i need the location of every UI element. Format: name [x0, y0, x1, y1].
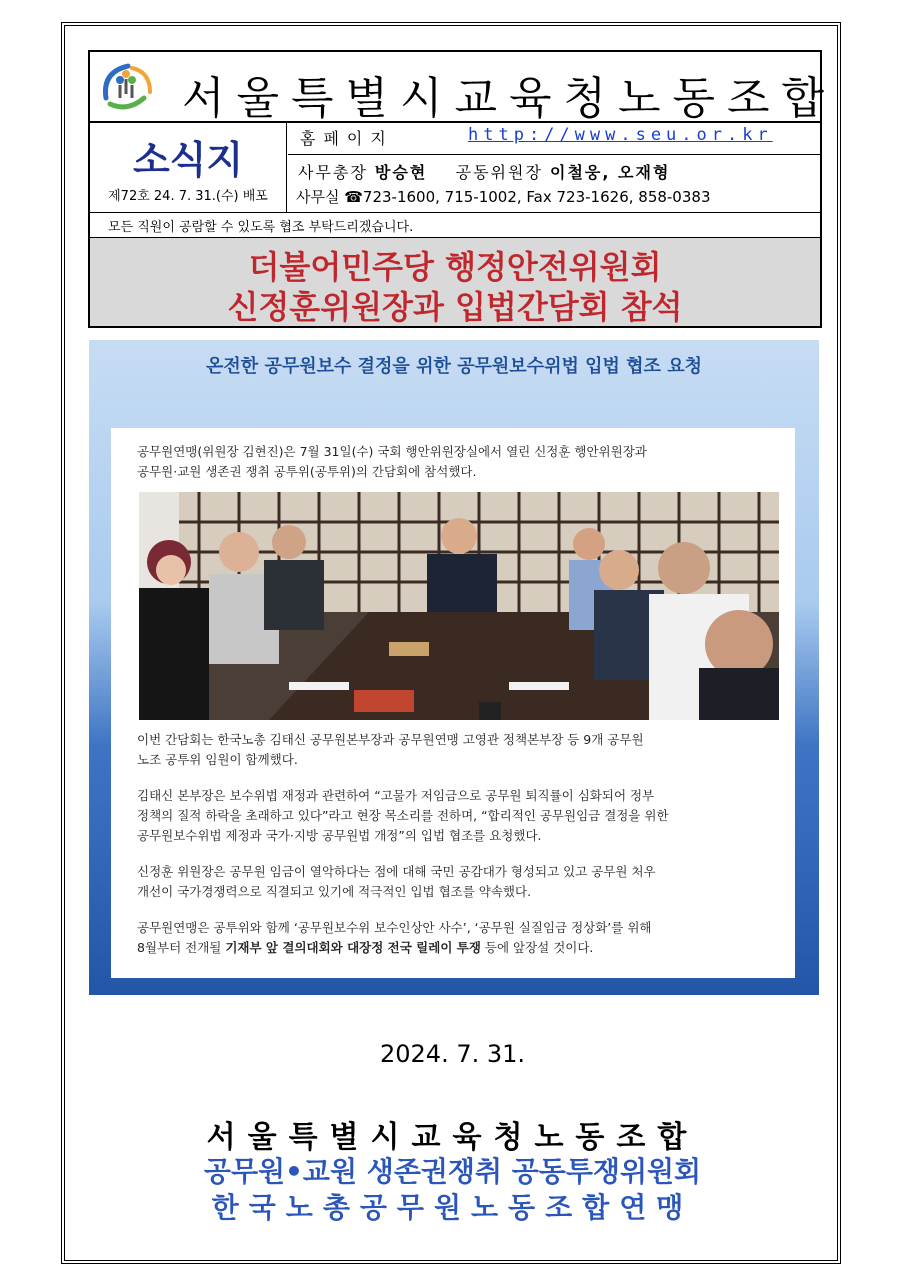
- headline-box: [90, 238, 820, 326]
- secretary-name: 방승현: [374, 163, 428, 182]
- circulation-notice: 모든 직원이 공람할 수 있도록 협조 부탁드리겠습니다.: [108, 220, 414, 235]
- union-logo-icon: [98, 58, 156, 114]
- staff-line: [298, 160, 670, 183]
- paragraph-4-text-a: 8월부터 전개될: [137, 940, 226, 955]
- paragraph-3-line-2: 개선이 국가경쟁력으로 직결되고 있기에 적극적인 입법 협조를 약속했다.: [137, 884, 532, 899]
- meeting-photo-illustration: [139, 492, 779, 720]
- headline-line-2: 신정훈위원장과 입법간담회 참석: [227, 288, 683, 326]
- intro-line-2: 공무원·교원 생존권 쟁취 공투위(공투위)의 간담회에 참석했다.: [137, 464, 477, 479]
- paragraph-4-emphasis: 기재부 앞 결의대회와 대장정 전국 릴레이 투쟁: [225, 940, 481, 955]
- paragraph-2-line-1: 김태신 본부장은 보수위법 재정과 관련하여 “고물가 저임금으로 공무원 퇴직률이 심화되어 정부: [137, 788, 655, 803]
- signature-union: 서울특별시교육청노동조합: [206, 1120, 699, 1155]
- paragraph-4-line-2: [137, 938, 593, 958]
- meeting-photo: [139, 492, 779, 720]
- signature-joint-committee: 공무원•교원 생존권쟁취 공동투쟁위원회: [203, 1155, 702, 1188]
- paragraph-2-line-3: 공무원보수위법 제정과 국가·지방 공무원법 개정”의 입법 협조를 요청했다.: [137, 828, 542, 843]
- homepage-row: [288, 121, 820, 155]
- article-card: [89, 340, 819, 995]
- newsletter-name: 소식지: [132, 138, 244, 182]
- article-subtitle: 온전한 공무원보수 결정을 위한 공무원보수위법 입법 협조 요청: [206, 356, 702, 377]
- issue-info: 제72호 24. 7. 31.(수) 배포: [108, 189, 268, 204]
- staff-row: [288, 156, 820, 212]
- headline-line-1: 더불어민주당 행정안전위원회: [248, 248, 662, 286]
- signature-federation: 한국노총공무원노동조합연맹: [211, 1191, 694, 1224]
- paragraph-2-line-2: 정책의 질적 하락을 초래하고 있다”라고 현장 목소리를 전하며, “합리적인 공무원임금 결정을 위한: [137, 808, 669, 823]
- newsletter-header: [88, 50, 837, 328]
- homepage-link[interactable]: http://www.seu.or.kr: [468, 125, 773, 145]
- newsletter-name-cell: [90, 121, 287, 212]
- release-date: 2024. 7. 31.: [379, 1040, 526, 1068]
- paragraph-3-line-1: 신정훈 위원장은 공무원 임금이 열악하다는 점에 대해 국민 공감대가 형성되고 있고 공무원 처우: [137, 864, 656, 879]
- paragraph-1-line-2: 노조 공투위 임원이 함께했다.: [137, 752, 298, 767]
- notice-row: [90, 212, 820, 238]
- paragraph-1-line-1: 이번 간담회는 한국노총 김태신 공무원본부장과 공무원연맹 고영관 정책본부장 등 9개 공무원: [137, 732, 644, 747]
- office-contact: 사무실 ☎723-1600, 715-1002, Fax 723-1626, 858-0383: [296, 188, 711, 206]
- intro-line-1: 공무원연맹(위원장 김현진)은 7월 31일(수) 국회 행안위원장실에서 열린 신정훈 행안위원장과: [137, 444, 647, 459]
- cochair-names: 이철웅, 오재형: [550, 163, 671, 182]
- article-body: [111, 428, 795, 978]
- secretary-label: 사무총장: [298, 163, 368, 182]
- union-title: 서울특별시교육청노동조합: [182, 73, 837, 124]
- paragraph-4-text-c: 등에 앞장설 것이다.: [480, 940, 594, 955]
- cochair-label: 공동위원장: [455, 163, 543, 182]
- paragraph-4-line-1: 공무원연맹은 공투위와 함께 ‘공무원보수위 보수인상안 사수’, ‘공무원 실질임금 정상화’를 위해: [137, 920, 652, 935]
- header-title-row: [90, 52, 837, 124]
- homepage-label: 홈페이지: [300, 129, 394, 148]
